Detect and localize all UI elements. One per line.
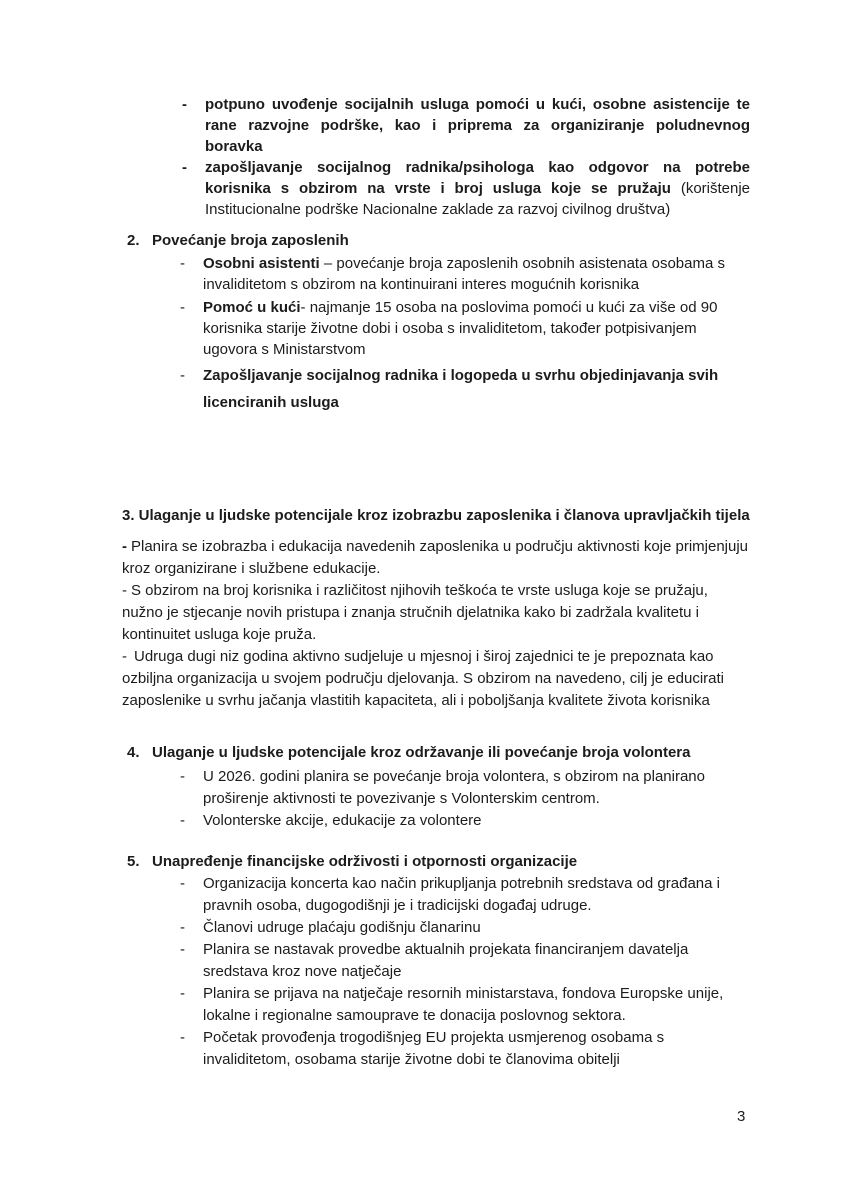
section-title: Unapređenje financijske održivosti i otpornosti organizacije [152, 853, 578, 870]
bullet-dash: - [180, 812, 185, 829]
section-title: Ulaganje u ljudske potencijale kroz održavanje ili povećanje broja volontera [152, 744, 691, 761]
list-item-text [205, 159, 750, 218]
section-3-paragraphs [122, 536, 750, 712]
bullet-dash: - [182, 159, 187, 176]
list-item-regular-text: (korištenje Institucionalne podrške Nacionalne zaklade za razvoj civilnog društva) [205, 180, 751, 218]
bullet-dash: - [180, 875, 185, 892]
paragraph-text: Udruga dugi niz godina aktivno sudjeluje u mjesnoj i široj zajednici te je prepoznata kao ozbiljna organizacija u svojem području djelovanja. S obzirom na navedeno, cilj je educirati zaposlenike u svrhu jačanja vlastitih kapaciteta, ali i poboljšanja kvalitete života korisnika [122, 648, 725, 709]
list-item [180, 917, 750, 939]
list-item-regular-text: – povećanje broja zaposlenih osobnih asistenata osobama s invaliditetom s obzirom na kontinuirani interes mogućnih korisnika [203, 255, 725, 293]
paragraph-text: Planira se izobrazba i edukacija navedenih zaposlenika u području aktivnosti koje primjenjuju kroz organizirane i službene edukacije. [122, 538, 749, 577]
list-item-text [203, 367, 718, 411]
page-number: 3 [737, 1108, 746, 1125]
bullet-dash: - [180, 1029, 185, 1046]
list-item-regular-text: - najmanje 15 osoba na poslovima pomoći u kući za više od 90 korisnika starije životne dobi i osoba s invaliditetom, također potpisivanjem ugovora s Ministarstvom [203, 299, 718, 358]
section-2-heading [127, 230, 750, 251]
list-item-bold-text: zapošljavanje socijalnog radnika/psihologa kao odgovor na potrebe korisnika s obzirom na vrste i broj usluga koje se pružaju [205, 159, 750, 197]
section-title: Povećanje broja zaposlenih [152, 232, 349, 249]
bullet-dash: - [180, 919, 185, 936]
list-item [180, 766, 750, 810]
bullet-dash: - [180, 255, 185, 272]
list-item [182, 157, 750, 220]
bullet-dash: - [182, 96, 187, 113]
list-item [180, 253, 750, 295]
list-item-text [205, 96, 750, 155]
list-item [180, 939, 750, 983]
list-item-text: Volonterske akcije, edukacije za volontere [203, 812, 482, 829]
bullet-dash: - [180, 299, 185, 316]
section-number: 2. [127, 232, 140, 249]
section-4-bullet-list [180, 766, 750, 832]
paragraph-dash: - [122, 648, 127, 665]
bullet-dash: - [180, 367, 185, 384]
paragraph-dash: - [122, 582, 127, 599]
section-5-heading [127, 851, 750, 872]
paragraph [122, 536, 750, 580]
section-5-bullet-list [180, 873, 750, 1071]
list-item [180, 810, 750, 832]
list-item-text: U 2026. godini planira se povećanje broja volontera, s obzirom na planirano proširenje aktivnosti te povezivanje s Volonterskim centrom. [203, 768, 705, 807]
list-item [180, 297, 750, 360]
list-item-text: Članovi udruge plaćaju godišnju članarinu [203, 919, 481, 936]
list-item [182, 94, 750, 157]
list-item-text: Početak provođenja trogodišnjeg EU projekta usmjerenog osobama s invaliditetom, osobama starije životne dobi te članovima obitelji [203, 1029, 665, 1068]
section-number: 4. [127, 744, 140, 761]
bullet-dash: - [180, 768, 185, 785]
list-item-bold-text: potpuno uvođenje socijalnih usluga pomoći u kući, osobne asistencije te rane razvojne podrške, kao i priprema za organiziranje poludnevnog boravka [205, 96, 750, 155]
section-2-bullet-list [180, 253, 750, 416]
list-item-bold-text: Zapošljavanje socijalnog radnika i logopeda u svrhu objedinjavanja svih licenciranih usluga [203, 367, 719, 411]
section-3-heading: 3. Ulaganje u ljudske potencijale kroz izobrazbu zaposlenika i članova upravljačkih tijela [122, 507, 750, 524]
bullet-dash: - [180, 941, 185, 958]
list-item-bold-text: Pomoć u kući [203, 299, 301, 316]
list-item-text: Organizacija koncerta kao način prikupljanja potrebnih sredstava od građana i pravnih osoba, dugogodišnji je i tradicijski događaj udruge. [203, 875, 720, 914]
section-3 [122, 505, 750, 712]
paragraph-dash: - [122, 538, 127, 555]
list-item [180, 1027, 750, 1071]
list-item-text [203, 255, 725, 293]
list-item [180, 983, 750, 1027]
list-item [180, 873, 750, 917]
bullet-dash: - [180, 985, 185, 1002]
list-item-text: Planira se nastavak provedbe aktualnih projekata financiranjem davatelja sredstava kroz nove natječaje [203, 941, 689, 980]
paragraph [122, 580, 750, 646]
paragraph [122, 646, 750, 712]
section-4-heading [127, 742, 750, 763]
paragraph-text: S obzirom na broj korisnika i različitost njihovih teškoća te vrste usluga koje se pružaju, nužno je stjecanje novih pristupa i znanja stručnih djelatnika kako bi zadržala kvalitetu i kontinuitet usluga koje pruža. [122, 582, 708, 643]
list-item [180, 362, 750, 416]
list-item-bold-text: Osobni asistenti [203, 255, 320, 272]
list-item-text: Planira se prijava na natječaje resornih ministarstava, fondova Europske unije, lokalne i regionalne samouprave te donacija poslovnog sektora. [203, 985, 724, 1024]
section-number: 5. [127, 853, 140, 870]
intro-bullet-list [182, 94, 750, 220]
list-item-text [203, 299, 717, 358]
